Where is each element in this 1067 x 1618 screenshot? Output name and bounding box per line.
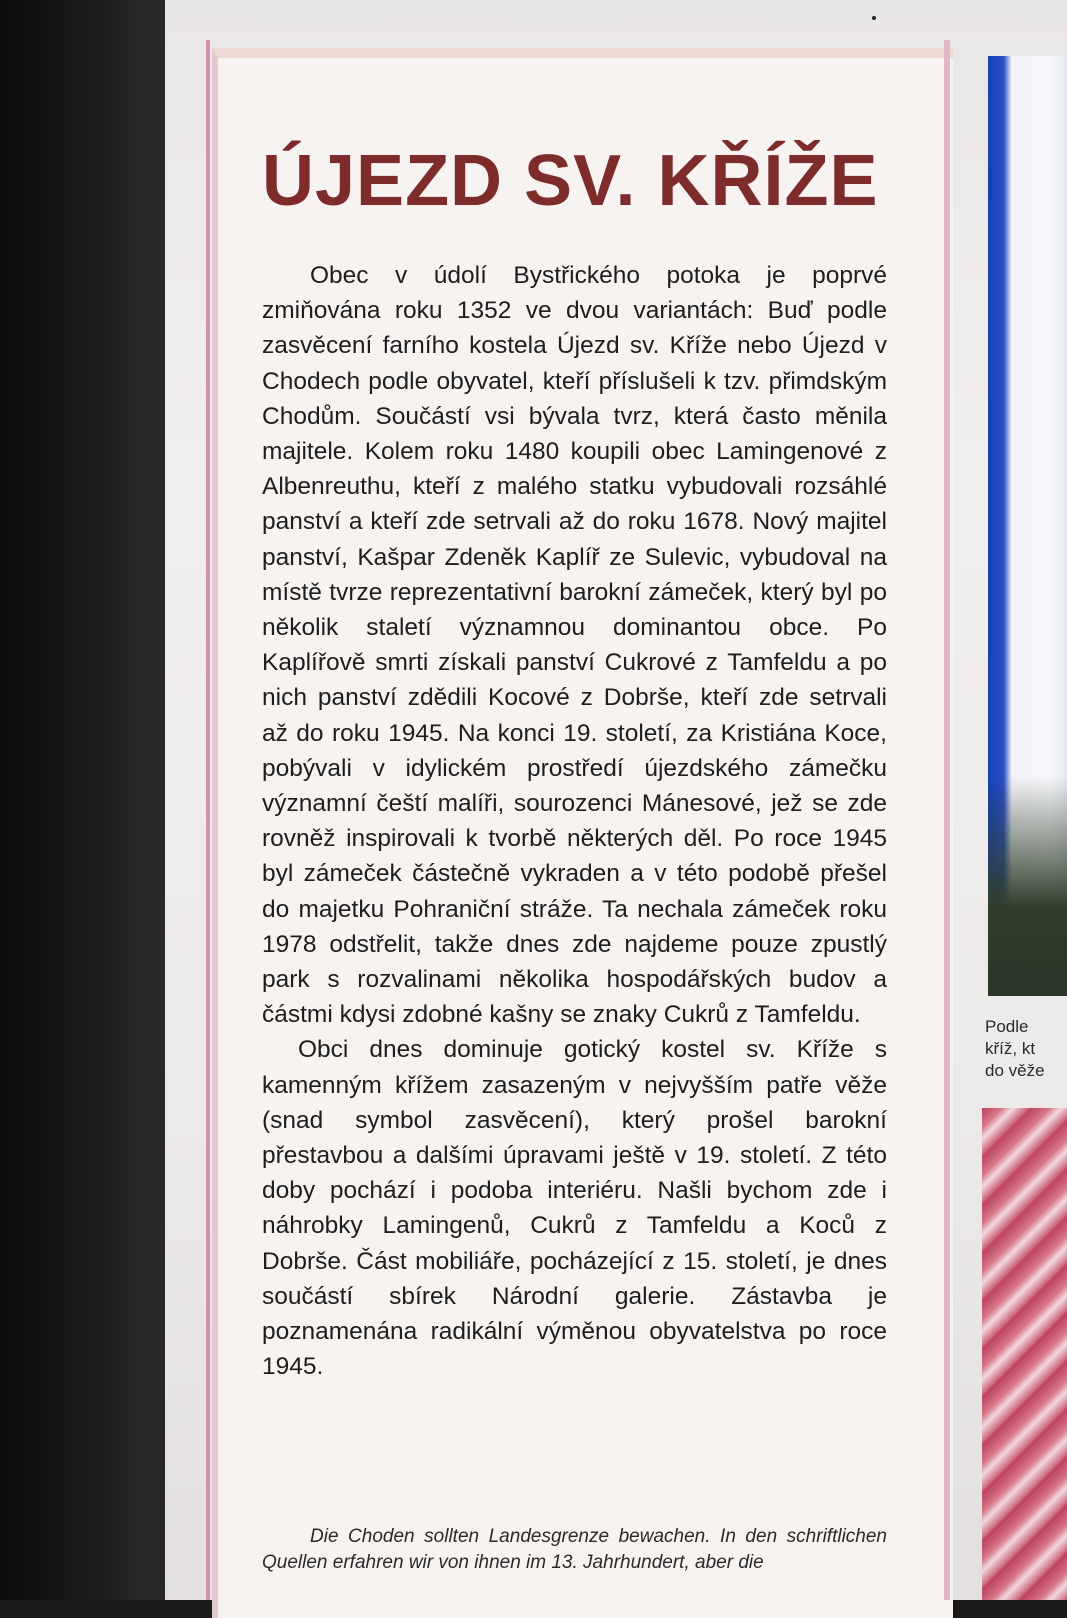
church-photo bbox=[988, 56, 1067, 996]
paragraph-history: Obec v údolí Bystřického potoka je poprvé zmiňována roku 1352 ve dvou variantách: Buď podle zasvěcení farního kostela Újezd sv. Kříže nebo Újezd v Chodech podle obyvatel, kteří příslušeli k tzv. přimdským Chodům. Součástí vsi bývala tvrz, která často měnila majitele. Kolem roku 1480 koupili obec Lamingenové z Albenreuthu, kteří z malého statku vybudovali rozsáhlé panství a kteří zde setrvali až do roku 1678. Nový majitel panství, Kašpar Zdeněk Kaplíř ze Sulevic, vybudoval na místě tvrze reprezentativní barokní zámeček, který byl po několik staletí významnou dominantou obce. Po Kaplířově smrti získali panství Cukrové z Tamfeldu a po nich panství zdědili Kocové z Dobrše, kteří zde setrvali až do roku 1945. Na konci 19. století, za Kristiána Koce, pobývali v idylickém prostředí újezdského zámečku významní čeští malíři, sourozenci Mánesové, jež se zde rovněž inspirovali k tvorbě některých děl. Po roce 1945 byl zámeček částečně vykraden a v této podobě přešel do majetku Pohraniční stráže. Ta nechala zámeček roku 1978 odstřelit, takže dnes zde najdeme pouze zpustlý park s rozvalinami několika hospodářských budov a částmi kdysi zdobné kašny se znaky Cukrů z Tamfeldu. bbox=[262, 262, 887, 1029]
dark-frame bbox=[0, 0, 170, 1600]
parchment-border-right bbox=[944, 40, 950, 1600]
german-text: Die Choden sollten Landesgrenze bewachen. In den schriftlichen Quellen erfahren wir von ihnen im 13. Jahrhundert, aber die bbox=[262, 1526, 887, 1573]
sign-body bbox=[262, 258, 887, 1385]
paragraph-church: Obci dnes dominuje gotický kostel sv. Kříže s kamenným křížem zasazeným v nejvyšším patře věže (snad symbol zasvěcení), který prošel barokní přestavbou a dalšími úpravami ještě v 19. století. Z této doby pochází i podoba interiéru. Našli bychom zde i náhrobky Lamingenů, Cukrů z Tamfeldu a Koců z Dobrše. Část mobiliáře, pocházející z 15. století, je dnes součástí sbírek Národní galerie. Zástavba je poznamenána radikální výměnou obyvatelstva po roce 1945. bbox=[262, 1036, 887, 1381]
screw-dot bbox=[872, 16, 876, 20]
parchment-border-left bbox=[206, 40, 210, 1600]
tree-photo bbox=[982, 1108, 1067, 1600]
photo-caption: Podle kříž, kt do věže bbox=[985, 1017, 1045, 1080]
sign-title: ÚJEZD SV. KŘÍŽE bbox=[262, 141, 879, 221]
